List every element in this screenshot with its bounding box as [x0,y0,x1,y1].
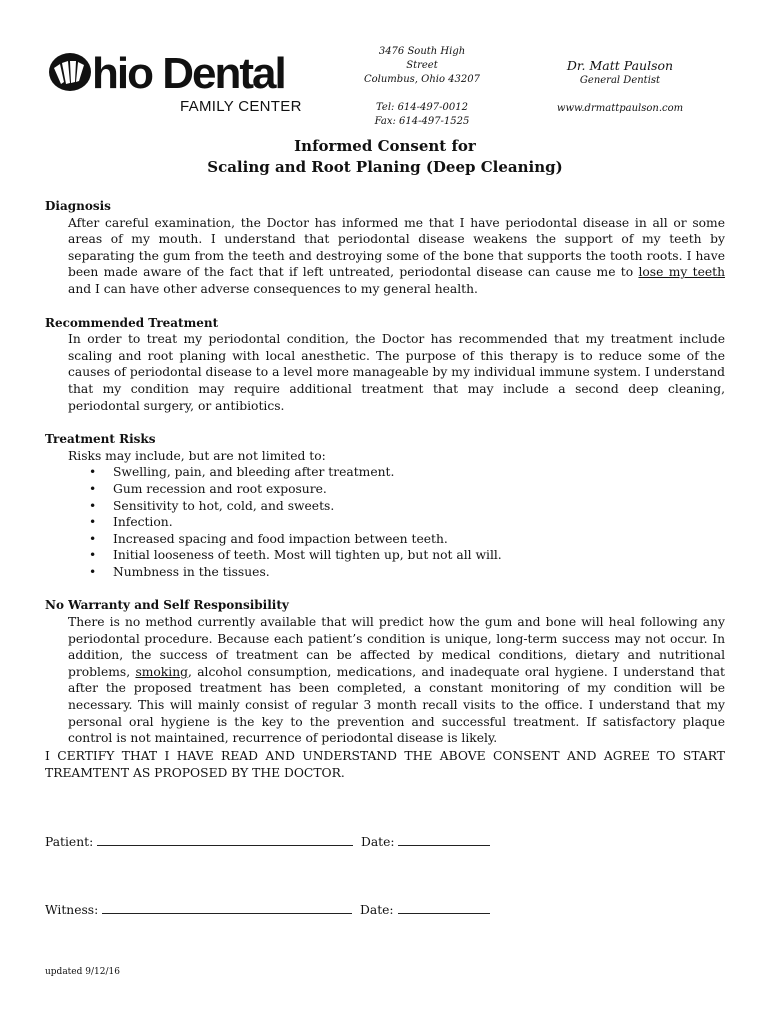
witness-date-label: Date: [360,903,394,917]
title-line-2: Scaling and Root Planing (Deep Cleaning) [207,158,563,176]
witness-label: Witness: [45,903,99,917]
updated-note: updated 9/12/16 [45,967,120,977]
title-line-1: Informed Consent for [294,137,476,155]
doctor-title: General Dentist [579,75,661,86]
witness-signature-line [45,901,490,919]
recommended-heading: Recommended Treatment [45,315,219,330]
address-fax: Fax: 614-497-1525 [374,116,470,127]
diagnosis-heading: Diagnosis [45,199,111,213]
risk-item: • Infection. [89,514,725,531]
address-tel: Tel: 614-497-0012 [376,102,468,113]
patient-date-label: Date: [360,835,395,849]
diagnosis-paragraph [68,215,725,298]
recommended-paragraph: In order to treat my periodontal condition, the Doctor has recommended that my treatment include scaling and root planing with local anesthetic. The purpose of this therapy is to reduce some of the causes of periodontal disease to a level more manageable by my individual immune system. I understand that my condition may require additional treatment that may include a second deep cleaning, periodontal surgery, or antibiotics. [68,332,725,413]
warranty-heading: No Warranty and Self Responsibility [45,598,289,613]
warranty-underlined: smoking [135,664,188,679]
section-no-warranty [45,597,725,746]
patient-date-field[interactable] [398,833,490,846]
logo-word-text: hio Dental [92,49,285,98]
diagnosis-text-after: and I can have other adverse consequences to my general health. [68,281,478,296]
risk-item: • Numbness in the tissues. [89,564,725,581]
risk-item: • Increased spacing and food impaction between teeth. [89,531,725,548]
diagnosis-underlined: lose my teeth [638,265,725,280]
consent-body [45,198,725,764]
section-treatment-risks [45,431,725,580]
warranty-paragraph [68,614,725,747]
address-street: 3476 South High Street [378,46,466,71]
logo-subtitle: FAMILY CENTER [180,98,302,115]
risks-list [45,464,725,580]
doctor-name: Dr. Matt Paulson [566,58,674,73]
risks-intro: Risks may include, but are not limited to: [68,448,326,463]
doctor-website: www.drmattpaulson.com [556,103,684,114]
patient-label: Patient: [45,835,94,849]
risk-item: • Sensitivity to hot, cold, and sweets. [89,498,725,515]
witness-date-field[interactable] [398,901,490,914]
risks-heading: Treatment Risks [45,432,156,447]
ohio-state-o-icon [48,52,92,92]
risk-item: • Initial looseness of teeth. Most will tighten up, but not all will. [89,547,725,564]
patient-signature-field[interactable] [97,833,353,846]
risk-item: • Gum recession and root exposure. [89,481,725,498]
document-title [0,136,770,178]
logo-wordmark [48,44,285,104]
section-diagnosis [45,198,725,298]
warranty-text-before: There is no method currently available that will predict how the gum and bone will heal following any periodontal procedure. Because each patient’s condition is unique, long-term success may not occur. In addition, the success of treatment can be affected by medical conditions, dietary and nutritional problems, [68,615,725,679]
section-recommended-treatment [45,315,725,415]
clinic-address [362,45,482,129]
patient-signature-line [45,833,490,851]
diagnosis-text-before: After careful examination, the Doctor has informed me that I have periodontal disease in all or some areas of my mouth. I understand that periodontal disease weakens the support of my teeth by separating the gum from the teeth and destroying some of the bone that supports the tooth roots. I have been made aware of the fact that if left untreated, periodontal disease can cause me to [68,215,725,280]
clinic-logo [44,44,306,118]
risk-item: • Swelling, pain, and bleeding after treatment. [89,464,725,481]
certification-statement: I CERTIFY THAT I HAVE READ AND UNDERSTAND THE ABOVE CONSENT AND AGREE TO START TREAMTENT AS PROPOSED BY THE DOCTOR. [45,749,725,780]
doctor-info [552,57,688,116]
address-city: Columbus, Ohio 43207 [364,74,480,85]
witness-signature-field[interactable] [102,901,352,914]
warranty-text-after: , alcohol consumption, medications, and inadequate oral hygiene. I understand that after the proposed treatment has been completed, a constant monitoring of my condition will be necessary. This will mainly consist of regular 3 month recall visits to the office. I understand that my personal oral hygiene is the key to the prevention and successful treatment. If satisfactory plaque control is not maintained, recurrence of periodontal disease is likely. [68,664,725,746]
